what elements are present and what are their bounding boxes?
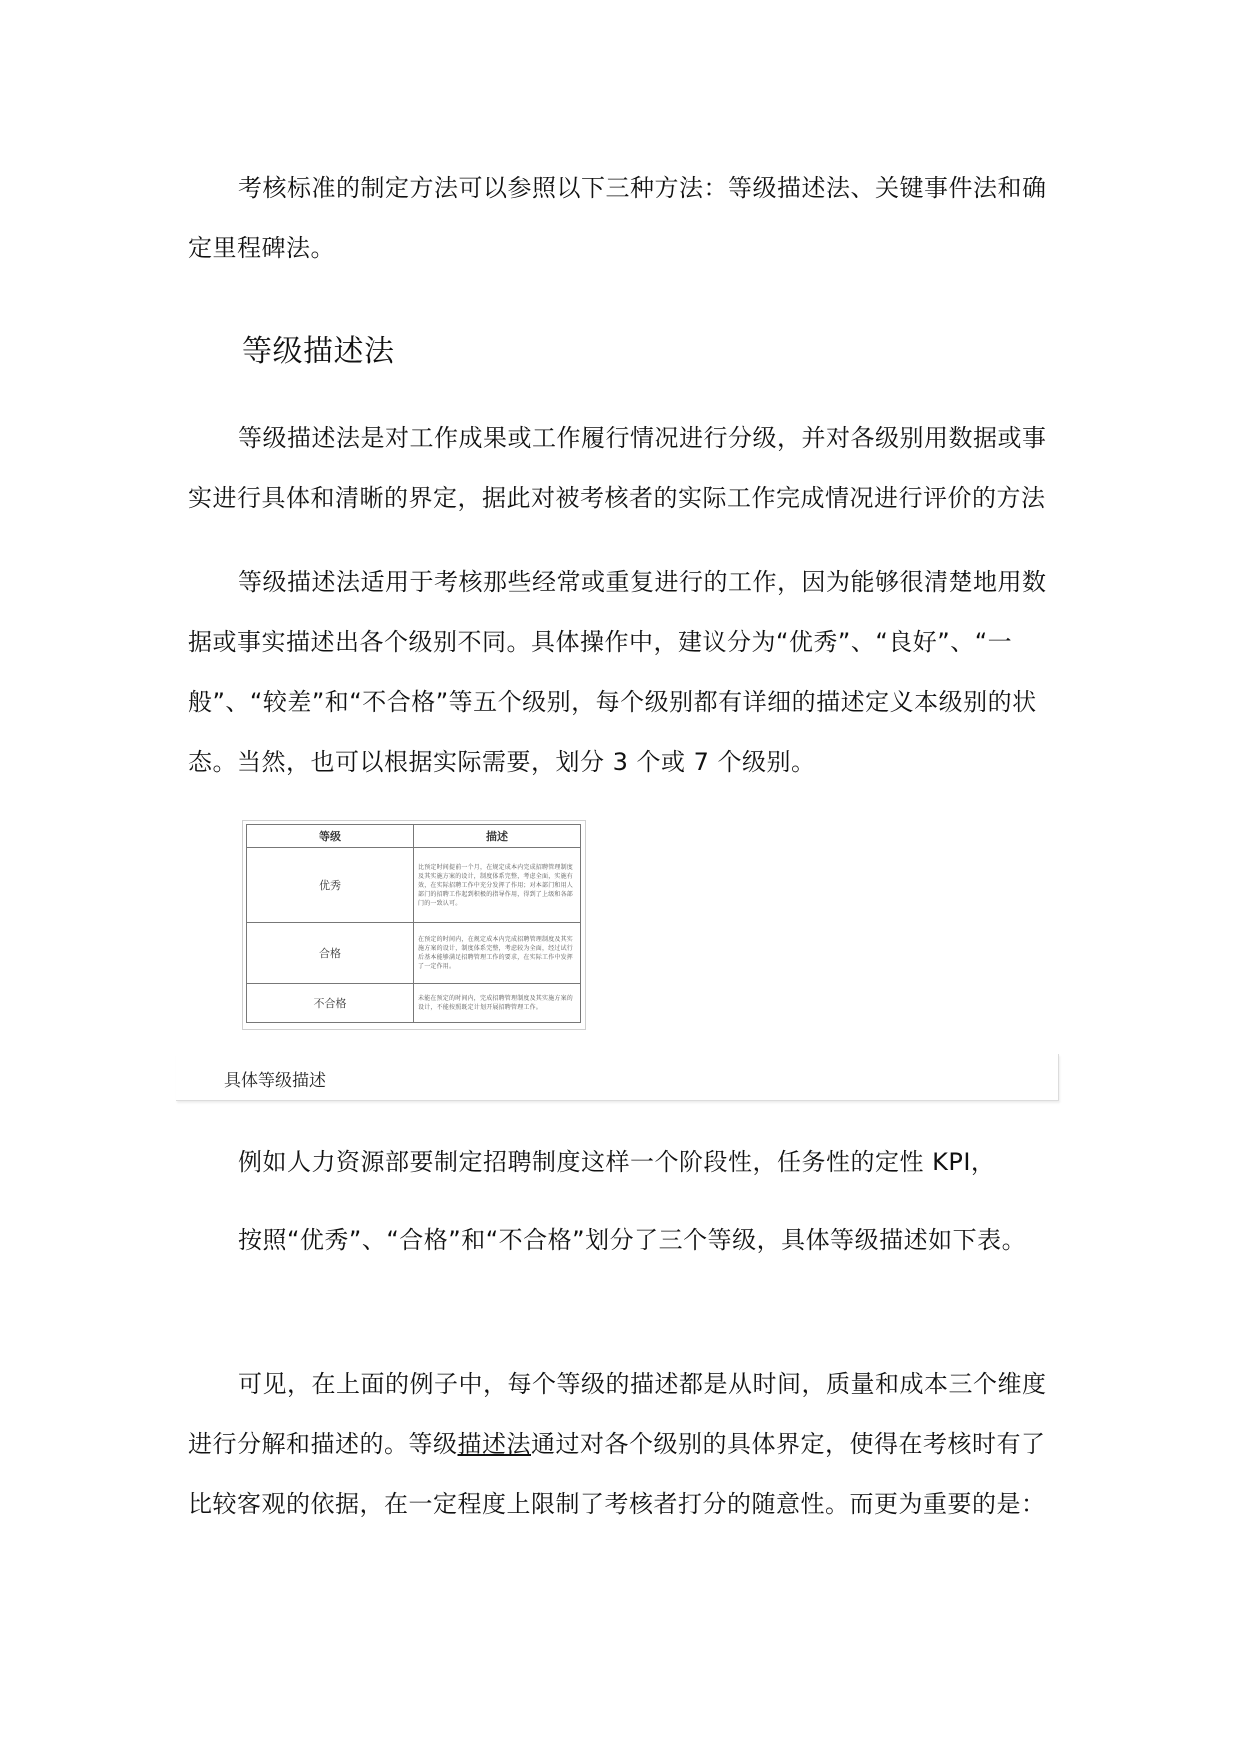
grade-table [246,824,581,1023]
method-link[interactable]: 描述法 [457,1430,531,1458]
intro-paragraph: 考核标准的制定方法可以参照以下三种方法：等级描述法、关键事件法和确定里程碑法。 [188,174,1047,262]
grade-table-header-desc: 描述 [414,825,581,848]
conclusion-text-start: 可见，在上面的例子中，每个等级的描述都是从时间，质量和成本三个维度进行分解和描述的。等级 [188,1370,1047,1458]
table-row [247,984,581,1023]
grade-desc-cell: 在预定的时间内，在规定成本内完成招聘管理制度及其实施方案的设计，制度体系完整，考虑较为全面，经过试行后基本能够满足招聘管理工作的要求，在实际工作中发挥了一定作用。 [414,923,581,984]
grade-level-cell: 不合格 [247,984,414,1023]
figure-caption-box [176,1054,1059,1101]
grade-level-cell: 合格 [247,923,414,984]
conclusion-text-end: 通过对各个级别的具体界定，使得在考核时有了比较客观的依据，在一定程度上限制了考核者打分的随意性。而更为重要的是： [188,1430,1046,1518]
paragraph-conclusion [188,1354,1058,1534]
section-heading: 等级描述法 [242,334,395,369]
paragraph-example: 例如人力资源部要制定招聘制度这样一个阶段性，任务性的定性 KPI， [238,1148,996,1176]
table-row [247,848,581,923]
grade-desc-cell: 未能在预定的时间内，完成招聘管理制度及其实施方案的设计，不能按照既定计划开展招聘管理工作。 [414,984,581,1023]
grade-table-image [242,820,586,1030]
paragraph-grades: 按照“优秀”、“合格”和“不合格”划分了三个等级，具体等级描述如下表。 [238,1226,1027,1254]
paragraph-usage: 等级描述法适用于考核那些经常或重复进行的工作，因为能够很清楚地用数据或事实描述出各个级别不同。具体操作中，建议分为“优秀”、“良好”、“一般”、“较差”和“不合格”等五个级别，每个级别都有详细的描述定义本级别的状态。当然，也可以根据实际需要，划分 3 个或 7 个级别。 [188,568,1047,776]
grade-level-cell: 优秀 [247,848,414,923]
table-row [247,923,581,984]
grade-table-header-level: 等级 [247,825,414,848]
figure-caption: 具体等级描述 [224,1071,326,1091]
paragraph-definition: 等级描述法是对工作成果或工作履行情况进行分级，并对各级别用数据或事实进行具体和清晰的界定，据此对被考核者的实际工作完成情况进行评价的方法 [188,424,1047,512]
grade-desc-cell: 比预定时间提前一个月，在规定成本内完成招聘管理制度及其实施方案的设计，制度体系完整，考虑全面，实施有效，在实际招聘工作中充分发挥了作用；对本部门和用人部门的招聘工作起到积极的指导作用，得到了上级和各部门的一致认可。 [414,848,581,923]
